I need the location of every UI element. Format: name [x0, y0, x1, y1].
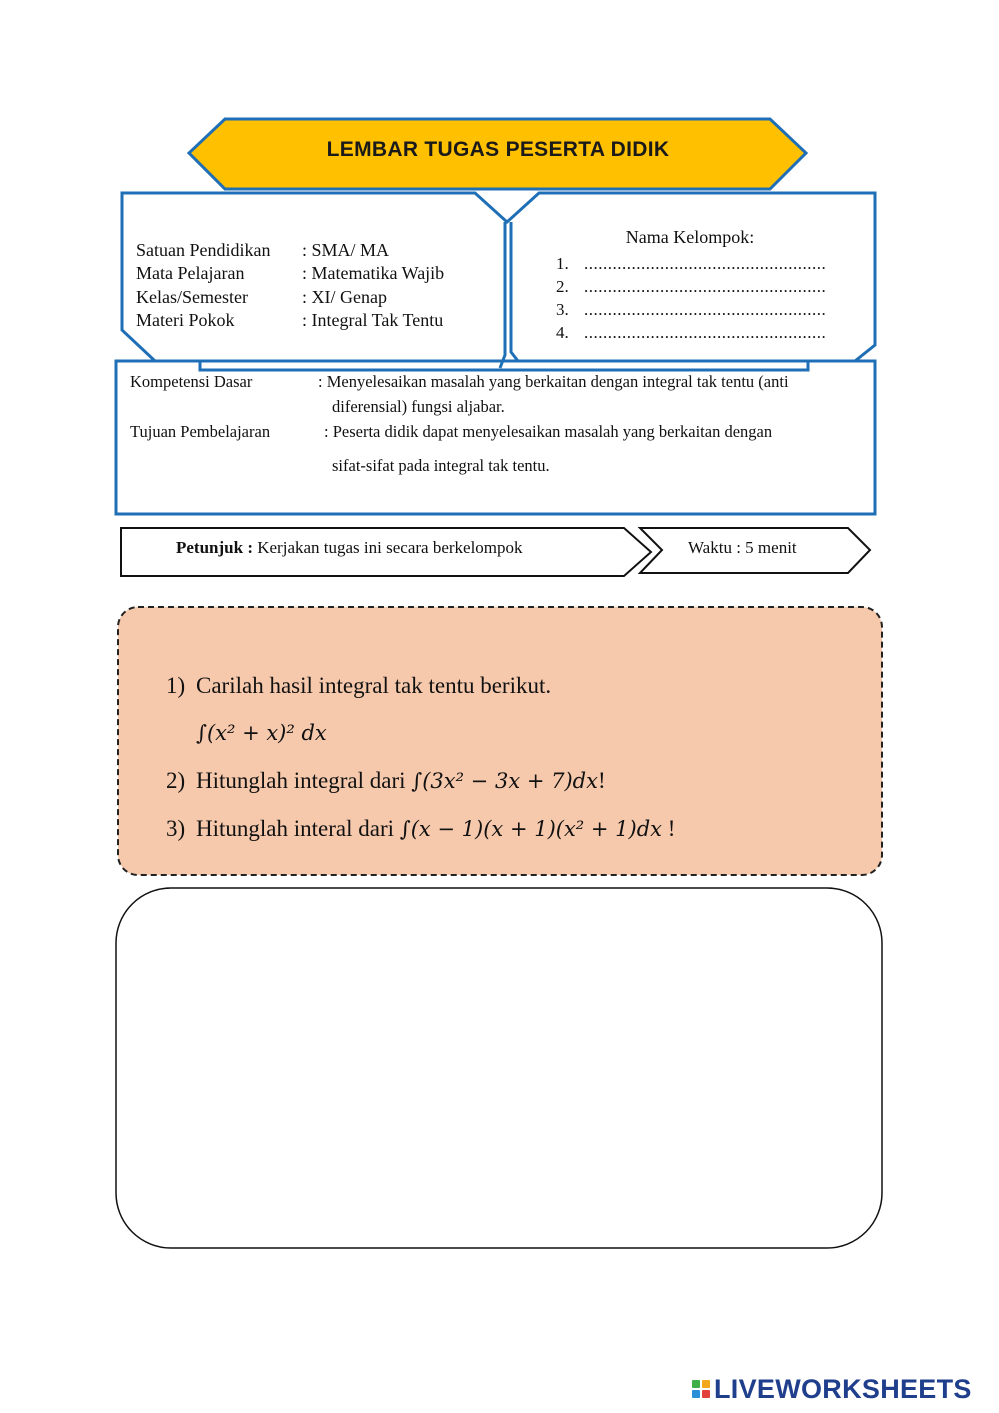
group-member-number: 2. — [556, 277, 569, 296]
question-suffix: ! — [662, 816, 676, 841]
info-label: Kelas/Semester — [136, 287, 248, 307]
tp-label: Tujuan Pembelajaran — [130, 422, 271, 441]
info-value: : Matematika Wajib — [302, 263, 445, 283]
info-value: : SMA/ MA — [302, 240, 390, 260]
group-member-blank[interactable]: ................................................... — [584, 277, 827, 296]
group-member-blank[interactable]: ................................................... — [584, 323, 827, 342]
group-member-number: 3. — [556, 300, 569, 319]
group-member-blank[interactable]: ................................................... — [584, 254, 827, 273]
tp-text-line2: sifat-sifat pada integral tak tentu. — [332, 456, 550, 475]
liveworksheets-logo[interactable] — [692, 1374, 972, 1404]
group-member-2[interactable] — [556, 277, 826, 297]
kd-text-line2: diferensial) fungsi aljabar. — [332, 397, 505, 416]
question-2 — [166, 768, 606, 794]
group-member-blank[interactable]: ................................................... — [584, 300, 827, 319]
answer-input[interactable] — [130, 900, 868, 1236]
group-member-1[interactable] — [556, 254, 826, 274]
question-text: Hitunglah integral dari — [196, 768, 412, 793]
group-title: Nama Kelompok: — [625, 227, 755, 247]
question-3 — [166, 816, 675, 842]
question-1-expression — [196, 720, 327, 746]
kd-text-line1: : Menyelesaikan masalah yang berkaitan dengan integral tak tentu (anti — [318, 372, 789, 391]
instruction-body: Kerjakan tugas ini secara berkelompok — [252, 538, 523, 557]
tp-text-line1: : Peserta didik dapat menyelesaikan masalah yang berkaitan dengan — [324, 422, 773, 441]
info-label: Mata Pelajaran — [136, 263, 245, 283]
liveworksheets-icon — [692, 1380, 710, 1398]
question-1 — [166, 673, 551, 699]
instruction-label: Petunjuk : — [176, 538, 253, 557]
info-value: : XI/ Genap — [302, 287, 387, 307]
page-title: LEMBAR TUGAS PESERTA DIDIK — [326, 138, 670, 161]
instruction-text — [176, 538, 523, 558]
question-text: Carilah hasil integral tak tentu berikut. — [196, 673, 552, 698]
liveworksheets-text: LIVEWORKSHEETS — [714, 1373, 972, 1404]
info-value: : Integral Tak Tentu — [302, 310, 444, 330]
info-label: Satuan Pendidikan — [136, 240, 271, 260]
question-expression: ∫(x² + x)² dx — [196, 721, 327, 745]
group-member-4[interactable] — [556, 323, 826, 343]
group-member-3[interactable] — [556, 300, 826, 320]
question-number: 2) — [166, 768, 186, 793]
question-text: Hitunglah interal dari — [196, 816, 400, 841]
question-expression: ∫(3x² − 3x + 7)dx — [411, 769, 598, 793]
group-member-number: 4. — [556, 323, 569, 342]
question-expression: ∫(x − 1)(x + 1)(x² + 1)dx — [399, 817, 663, 841]
question-number: 3) — [166, 816, 186, 841]
time-limit: Waktu : 5 menit — [688, 538, 797, 557]
info-label: Materi Pokok — [136, 310, 235, 330]
question-suffix: ! — [597, 768, 606, 793]
kd-label: Kompetensi Dasar — [130, 372, 253, 391]
group-member-number: 1. — [556, 254, 569, 273]
question-number: 1) — [166, 673, 186, 698]
